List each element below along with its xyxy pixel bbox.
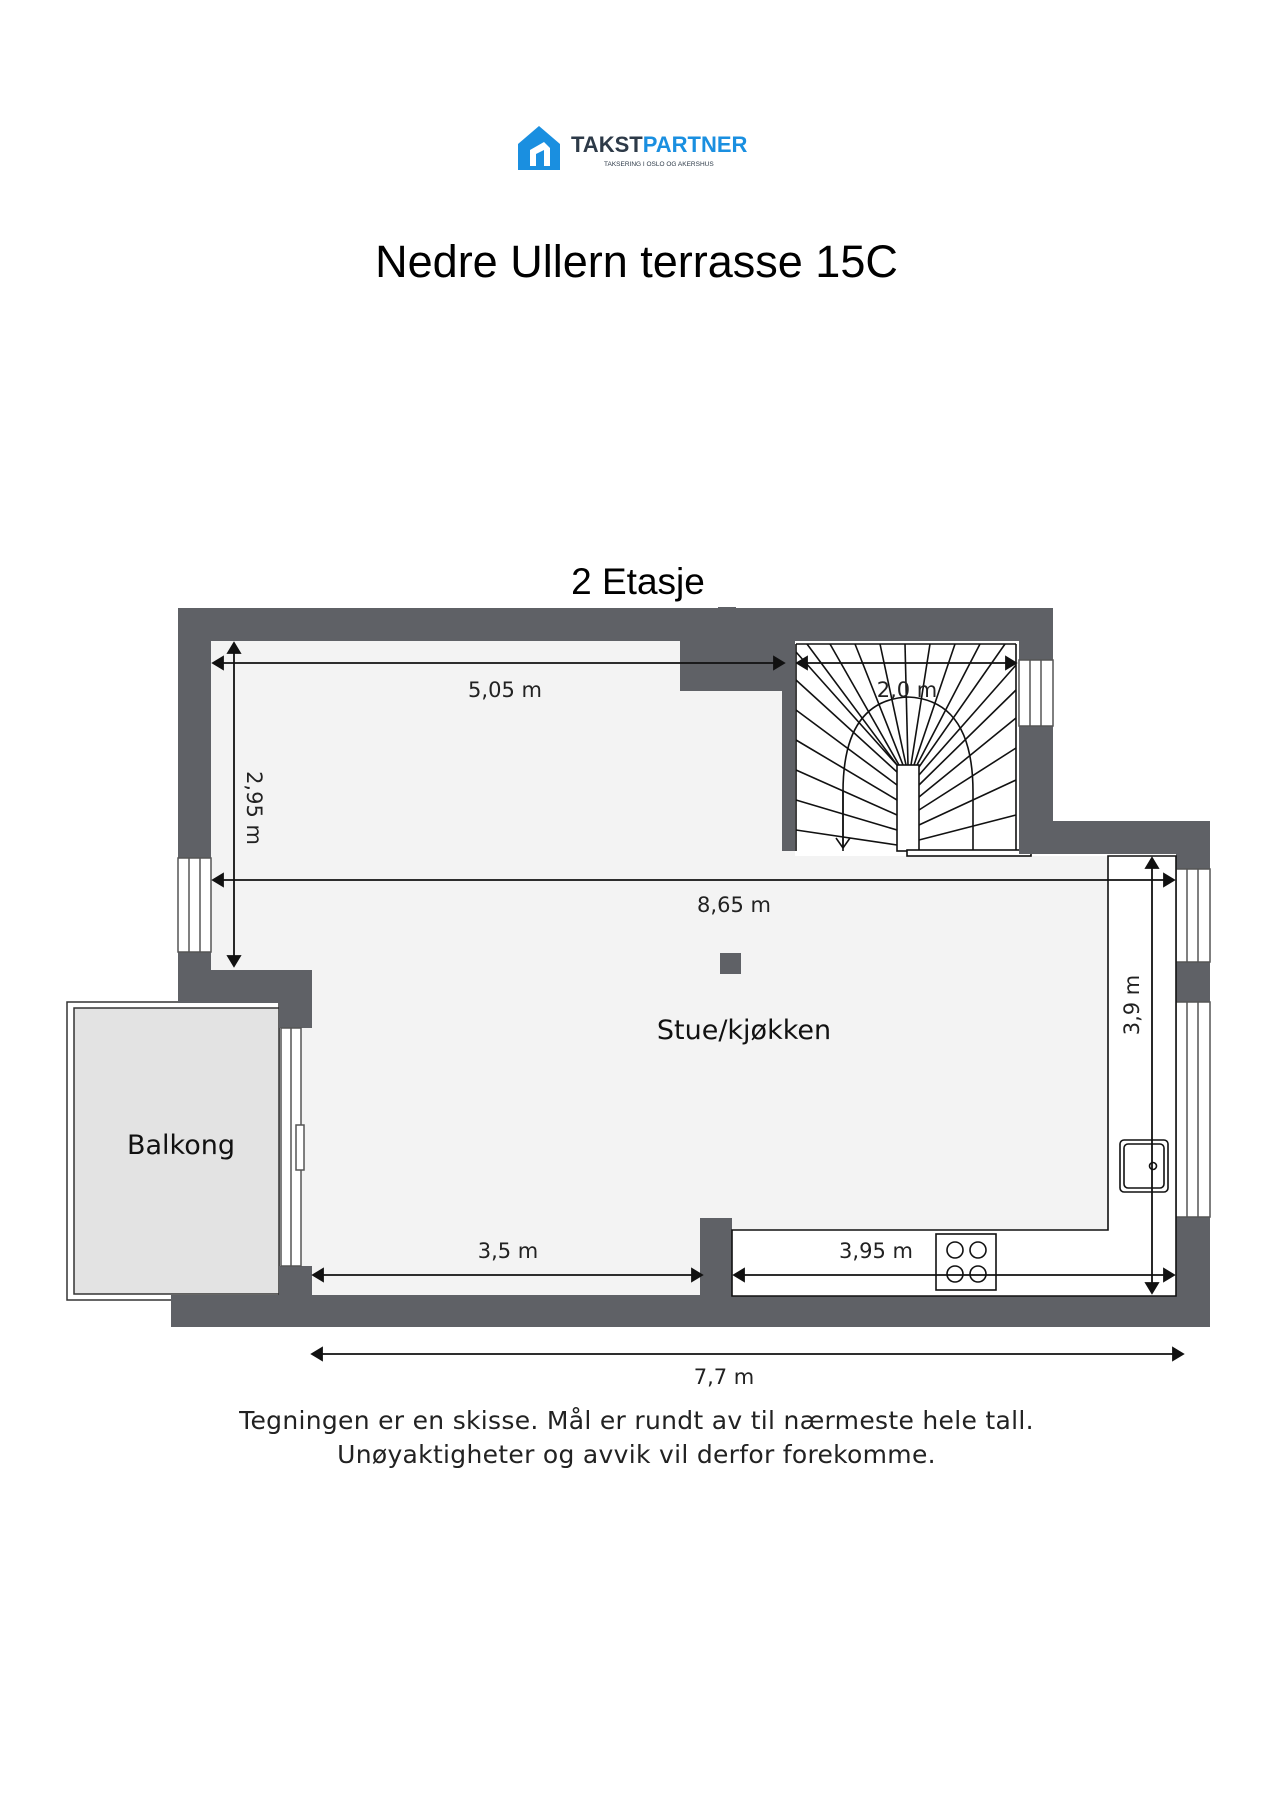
- column: [720, 953, 741, 974]
- balcony-door: [281, 1028, 304, 1266]
- dimension-left-height: 2,95 m: [242, 771, 266, 845]
- dimension-kitchen-width: 3,95 m: [839, 1239, 913, 1263]
- dimension-overall-width: 7,7 m: [693, 1365, 755, 1389]
- disclaimer: [0, 1404, 1273, 1472]
- takstpartner-logo: [514, 122, 774, 178]
- logo-tagline: TAKSERING I OSLO OG AKERSHUS: [604, 161, 714, 168]
- logo-brand-text: TAKSTPARTNER: [571, 132, 748, 157]
- dimension-right-height: 3,9 m: [1120, 974, 1144, 1036]
- disclaimer-line-1: Tegningen er en skisse. Mål er rundt av til nærmeste hele tall.: [239, 1406, 1034, 1435]
- dimension-top-width: 5,05 m: [468, 678, 542, 702]
- page-title: Nedre Ullern terrasse 15C: [375, 236, 898, 287]
- room-label-living: Stue/kjøkken: [656, 1015, 832, 1046]
- room-label-balcony: Balkong: [126, 1130, 236, 1161]
- floor-plan: [0, 540, 1273, 1389]
- dimension-stair-width: 2,0 m: [876, 678, 938, 702]
- house-logo-icon: [518, 126, 560, 170]
- staircase: [793, 643, 1031, 856]
- floor-label: 2 Etasje: [571, 561, 705, 602]
- stove-cooktop: [936, 1234, 996, 1290]
- dimension-full-width: 8,65 m: [697, 893, 771, 917]
- dimension-bottom-left: 3,5 m: [477, 1239, 539, 1263]
- disclaimer-line-2: Unøyaktigheter og avvik vil derfor forekomme.: [337, 1440, 936, 1469]
